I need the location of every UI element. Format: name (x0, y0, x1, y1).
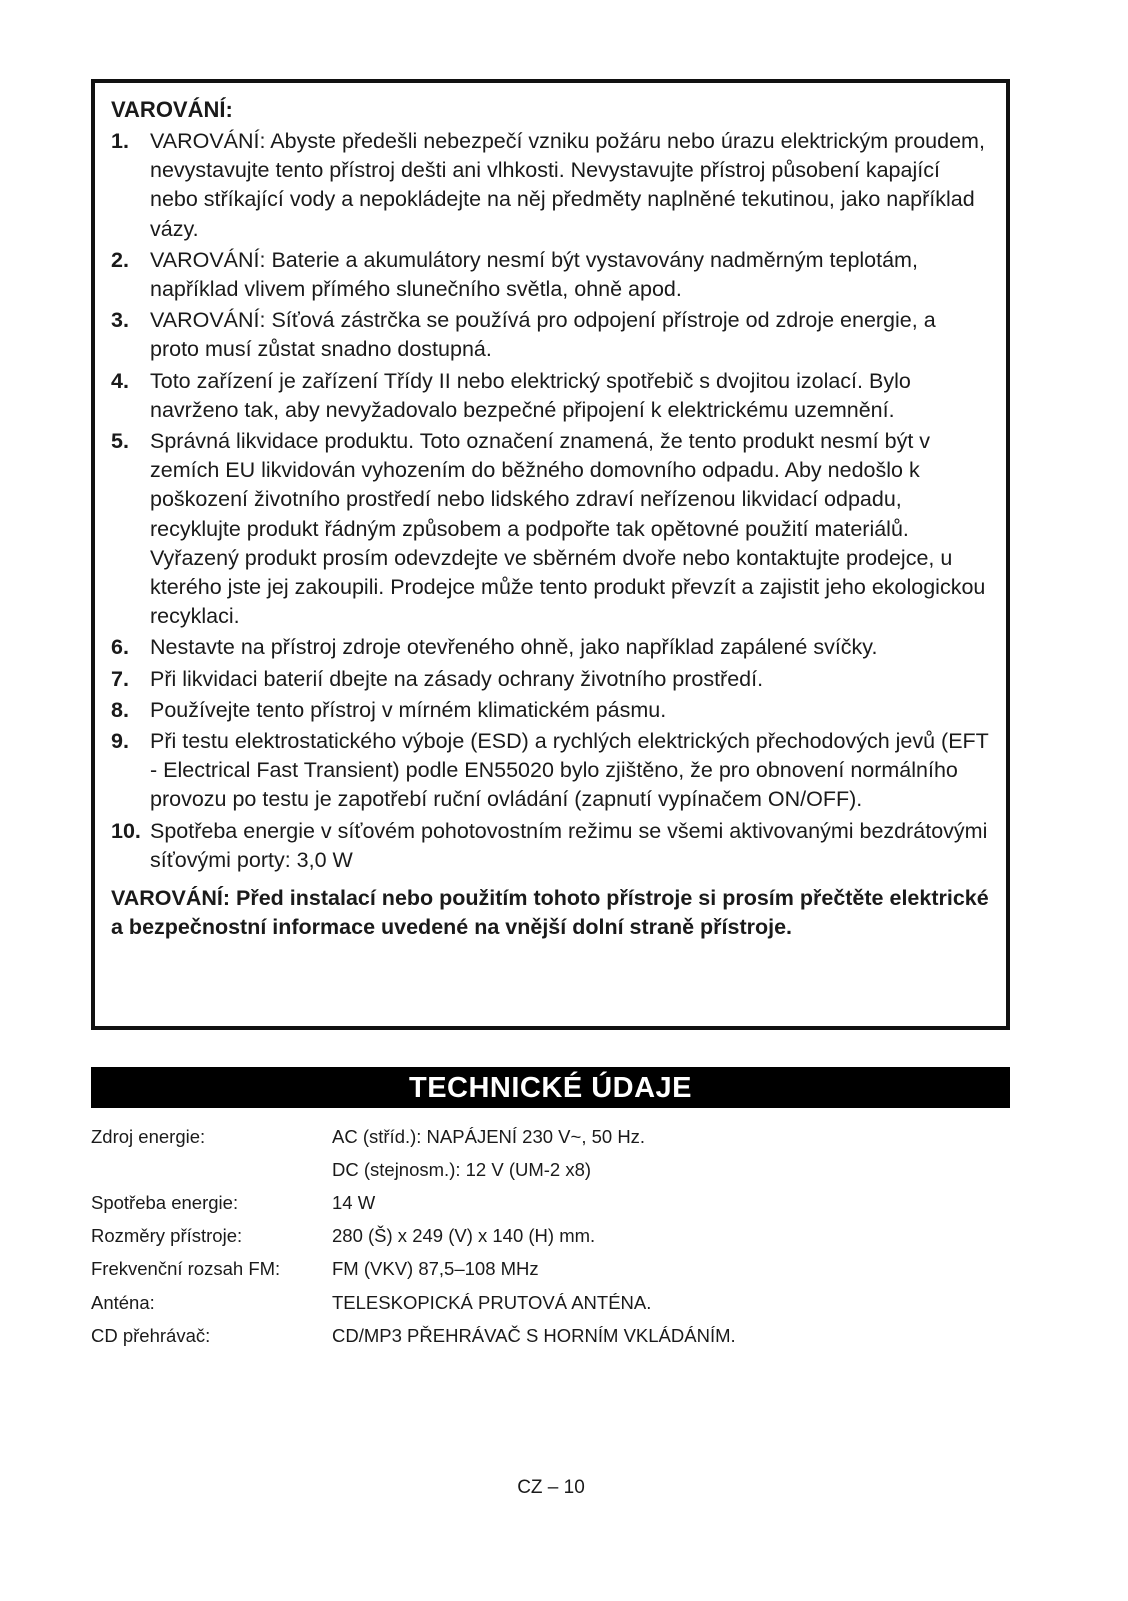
spec-label: Anténa: (91, 1291, 155, 1313)
item-number: 3. (111, 308, 129, 333)
spec-value: DC (stejnosm.): 12 V (UM-2 x8) (332, 1158, 592, 1180)
item-number: 2. (111, 247, 129, 272)
item-text: Spotřeba energie v síťovém pohotovostním režimu se všemi aktivovanými bezdrátovými síťovými porty: 3,0 W (150, 818, 988, 872)
warning-item-8 (111, 696, 990, 725)
warning-item-5 (111, 427, 990, 631)
warning-box (91, 79, 1010, 1030)
warning-item-4 (111, 367, 990, 425)
item-text: Správná likvidace produktu. Toto označení znamená, že tento produkt nesmí být v zemích EU likvidován vyhozením do běžného domovního odpadu. Aby nedošlo k poškození životního prostředí nebo lidského zdraví neřízenou likvidací odpadu, recyklujte produkt řádným způsobem a podpořte tak opětovné použití materiálů. Vyřazený produkt prosím odevzdejte ve sběrném dvoře nebo kontaktujte prodejce, u kterého jste jej zakoupili. Prodejce může tento produkt převzít a zajistit jeho ekologickou recyklaci. (150, 429, 986, 629)
spec-value: FM (VKV) 87,5–108 MHz (332, 1258, 539, 1280)
item-text: Používejte tento přístroj v mírném klimatickém pásmu. (150, 697, 667, 722)
tech-specs-heading: TECHNICKÉ ÚDAJE (91, 1067, 1010, 1108)
spec-label: Spotřeba energie: (91, 1191, 239, 1213)
spec-value: TELESKOPICKÁ PRUTOVÁ ANTÉNA. (332, 1291, 652, 1313)
spec-label: CD přehrávač: (91, 1324, 211, 1346)
spec-row (91, 1153, 736, 1186)
spec-label: Frekvenční rozsah FM: (91, 1258, 281, 1280)
spec-row (91, 1186, 736, 1219)
spec-value: 280 (Š) x 249 (V) x 140 (H) mm. (332, 1225, 596, 1247)
item-number: 8. (111, 697, 129, 722)
spec-value: CD/MP3 PŘEHRÁVAČ S HORNÍM VKLÁDÁNÍM. (332, 1324, 736, 1346)
spec-value: 14 W (332, 1191, 376, 1213)
item-number: 6. (111, 635, 129, 660)
item-text: VAROVÁNÍ: Abyste předešli nebezpečí vzniku požáru nebo úrazu elektrickým proudem, nevystavujte tento přístroj dešti ani vlhkosti. Nevystavujte přístroj působení kapající nebo stříkající vody a nepokládejte na něj předměty naplněné tekutinou, jako například vázy. (150, 129, 985, 241)
warning-item-7 (111, 665, 990, 694)
warning-item-6 (111, 633, 990, 662)
item-text: Při likvidaci baterií dbejte na zásady ochrany životního prostředí. (150, 666, 764, 691)
spec-value: AC (stříd.): NAPÁJENÍ 230 V~, 50 Hz. (332, 1125, 646, 1147)
item-number: 4. (111, 368, 129, 393)
warning-list (111, 127, 990, 875)
spec-row (91, 1319, 736, 1352)
warning-item-3 (111, 306, 990, 364)
spec-label (91, 1153, 332, 1186)
item-number: 5. (111, 429, 129, 454)
spec-row (91, 1253, 736, 1286)
item-number: 1. (111, 129, 129, 153)
item-text: Při testu elektrostatického výboje (ESD) a rychlých elektrických přechodových jevů (EFT - Electrical Fast Transient) podle EN55020 bylo zjištěno, že pro obnovení normálního provozu po testu je zapotřebí ruční ovládání (zapnutí vypínačem ON/OFF). (150, 729, 989, 812)
page-number: CZ – 10 (517, 1477, 585, 1498)
spec-label: Zdroj energie: (91, 1125, 206, 1147)
warning-item-1 (111, 127, 990, 244)
warning-item-9 (111, 727, 990, 815)
spec-row (91, 1286, 736, 1319)
spec-row (91, 1120, 736, 1153)
item-text: Nestavte na přístroj zdroje otevřeného ohně, jako například zapálené svíčky. (150, 635, 878, 660)
spec-label: Rozměry přístroje: (91, 1225, 243, 1247)
final-warning: VAROVÁNÍ: Před instalací nebo použitím tohoto přístroje si prosím přečtěte elektrické a bezpečnostní informace uvedené na vnější dolní straně přístroje. (111, 886, 989, 940)
item-text: VAROVÁNÍ: Síťová zástrčka se používá pro odpojení přístroje od zdroje energie, a proto musí zůstat snadno dostupná. (150, 308, 936, 362)
item-number: 9. (111, 729, 129, 754)
warning-item-10 (111, 817, 990, 875)
spec-table (91, 1120, 736, 1352)
spec-row (91, 1220, 736, 1253)
item-text: VAROVÁNÍ: Baterie a akumulátory nesmí být vystavovány nadměrným teplotám, například vlivem přímého slunečního světla, ohně apod. (150, 247, 918, 302)
warning-title: VAROVÁNÍ: (111, 97, 233, 122)
item-number: 10. (111, 818, 141, 843)
item-number: 7. (111, 666, 129, 691)
warning-item-2 (111, 246, 990, 304)
item-text: Toto zařízení je zařízení Třídy II nebo elektrický spotřebič s dvojitou izolací. Bylo navrženo tak, aby nevyžadovalo bezpečné připojení k elektrickému uzemnění. (150, 368, 911, 422)
